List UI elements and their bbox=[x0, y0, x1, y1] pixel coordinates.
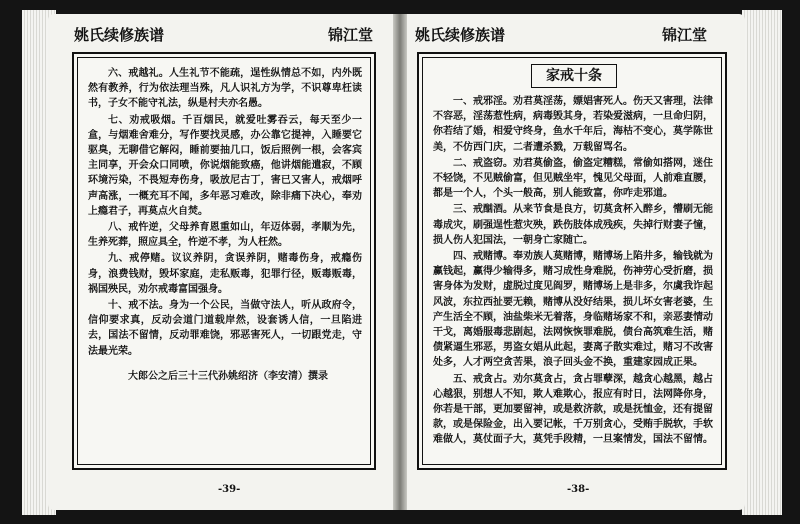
signature: 大郎公之后三十三代孙姚绍济（李安清）撰录 bbox=[128, 370, 328, 382]
paragraph: 二、戒盗窃。劝君莫偷盗，偷盗定糟糕，常偷如搭网，迷住不轻饶，不见贼偷富，但见贼坐牢，愧见父母面，人前难直腰，都是一个人，个头一般高，别人能致富，你咋走邪道。 bbox=[433, 157, 713, 200]
page-edges-right bbox=[742, 10, 782, 515]
section-title: 家戒十条 bbox=[531, 64, 617, 88]
right-text-column bbox=[433, 94, 713, 449]
left-text-frame bbox=[72, 52, 376, 470]
right-header-hall: 锦江堂 bbox=[662, 26, 708, 44]
left-header-hall: 锦江堂 bbox=[328, 26, 374, 44]
book-gutter bbox=[393, 14, 407, 510]
paragraph: 四、戒赌博。奉劝族人莫赌博，赌博场上陷井多，输钱就为赢钱起，赢得少输得多，赌习成性身难脱，伤神劳心受折磨，损害身体为发财，虚脱过度见阎罗，赌博场上是非多，尔虞我诈起风波，东拉西扯要无赖，赌博从没好结果，损儿坏女害老婆，生产生活全不顾，油盐柴米无着落，身临赌场家不和，亲恶妻情动干戈，离婚服毒悲剧起，法网恢恢罪难脱，债台高筑难生活，赌债紧逼生邪恶，男盗女娼从此起，妻离子散实难过，赌习不改害处多，人才两空贪苦果，浪子回头金不换，重建家园成正果。 bbox=[433, 251, 713, 369]
right-text-frame bbox=[417, 52, 727, 470]
paragraph: 三、戒酗酒。从来节食是良方，切莫贪杯入醉乡，懵刷无能毒成灾，刷强逞性惹灾殃，跌伤肢体成残疾，失掉行财妻子憧，损人伤人犯国法，一朝身亡家随亡。 bbox=[433, 204, 713, 246]
left-text-column bbox=[88, 66, 362, 385]
paragraph: 一、戒邪淫。劝君莫淫荡，嫖娼害死人。伤天又害理，法律不容恶，淫荡惹性病，病毒毁其身，若染爱滋病，一旦命归阴，你若结了婚，相爱守终身，鱼水千年后，海枯不变心，莫学陈世美，不仿西门庆，二者遭杀戮，万载留骂名。 bbox=[433, 96, 713, 153]
left-page bbox=[48, 14, 393, 510]
paragraph: 六、戒越礼。人生礼节不能疏，逞性纵情总不如，内外既然有教养，行为依法理当殊，凡人识礼方为学，不识尊卑枉读书，子女不能守礼法，纵是村夫亦名愚。 bbox=[88, 68, 362, 110]
right-header-title: 姚氏续修族谱 bbox=[415, 26, 506, 44]
page-number: -39- bbox=[218, 484, 241, 495]
paragraph: 九、戒停赌。议议养阴，贪误养阴，赌毒伤身，戒瘾伤身，浪费钱财，毁坏家庭，走私贩毒，犯罪行径，贩毒贩毒，祸国殃民，劝尔戒毒富国强身。 bbox=[88, 253, 362, 295]
page-number: -38- bbox=[567, 484, 590, 495]
paragraph: 七、劝戒吸烟。千百烟民，就爱吐雾吞云，每天至少一盒，与烟难舍难分，写作要找灵感，办公靠它提神，入睡要它驱臭，无聊借它解闷，睡前要抽几口，饭后照例一根，会客宾主同享，开会众口同喷，你说烟能致癌，他讲烟能遣寂，不顾环境污染，不畏短寿伤身，吸放尼古丁，害已又害人，戒烟呼声高涨，一概充耳不闻，多年恶习难改，除非痛下决心，奉劝上瘾君子，再莫点火自焚。 bbox=[88, 114, 362, 217]
paragraph: 八、戒忤逆，父母养育恩重如山，年迈体弱，孝顺为先，生养死葬，照应具全，忤逆不孝，为人枉然。 bbox=[88, 222, 362, 249]
left-header-title: 姚氏续修族谱 bbox=[74, 26, 165, 44]
paragraph: 五、戒贪占。劝尔莫贪占，贪占罪孽深，越贪心越黑，越占心越狠，别想人不知，欺人难欺心，报应有时日，法网降你身，你若是干部，更加要留神，或是救济款，或是抚恤金，还有提留款，或是保险金，出入要记帐，千万别贪心，受贿手脱软，手软难做人，莫仗面子大，莫凭手段精，一旦案情发，国法不留情。 bbox=[433, 373, 713, 446]
right-page bbox=[407, 14, 745, 510]
paragraph: 十、戒不法。身为一个公民，当做守法人，听从政府令，信仰要求真，反动会道门道载岸然，设套诱人信，一旦陷进去，国法不留情，反动罪难饶，邪恶害死人，一切跟党走，守法最光荣。 bbox=[88, 300, 362, 357]
